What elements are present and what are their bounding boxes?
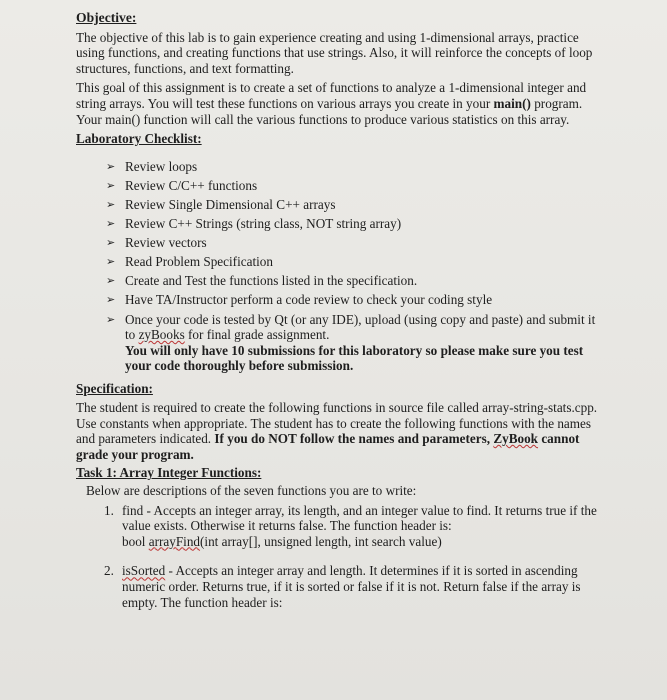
checklist-heading: Laboratory Checklist: xyxy=(76,131,202,147)
function-item-find: 1. find - Accepts an integer array, its length, and an integer value to find. It returns true if the value exists. Otherwise it returns false. The function header is: bool arrayFind(int array[], unsigned length, int search value) xyxy=(104,502,597,549)
arrow-bullet-icon: ➢ xyxy=(106,293,116,307)
objective-paragraph-2-text-a: This goal of this assignment is to create a set of functions to analyze a 1-dimensional integer and string arrays. You will test these functions on various arrays you create in your xyxy=(76,80,587,111)
arrow-bullet-icon: ➢ xyxy=(106,159,116,173)
arrow-bullet-icon: ➢ xyxy=(106,178,116,192)
submission-warning: You will only have 10 submissions for this laboratory so please make sure you test your code thoroughly before submission. xyxy=(125,342,584,374)
objective-paragraph-2-text-b: program. Your main() function will call the various functions to produce various statistics on this array. xyxy=(76,95,583,127)
arrow-bullet-icon: ➢ xyxy=(106,217,116,231)
objective-paragraph-2 xyxy=(76,80,607,127)
checklist-item: ➢ Review Single Dimensional C++ arrays xyxy=(106,196,336,212)
function-item-issorted: 2. isSorted - Accepts an integer array and length. It determines if it is sorted in ascending numeric order. Returns true, if it is sorted or false if it is not. Return false if the array is empty. The function header is: xyxy=(104,563,581,610)
arrow-bullet-icon: ➢ xyxy=(106,236,116,250)
function-description: find - Accepts an integer array, its length, and an integer value to find. It returns true if the value exists. Otherwise it returns false. The function header is: xyxy=(122,502,597,534)
checklist-item: ➢ Review loops xyxy=(106,158,198,174)
function-header: bool arrayFind(int array[], unsigned length, int search value) xyxy=(122,533,442,549)
objective-paragraph-1: The objective of this lab is to gain experience creating and using 1-dimensional arrays, practice using functions, and creating functions that use strings. Also, it will reinforce the concepts of loop structures, functions, and text formatting. xyxy=(76,29,593,76)
function-name: isSorted xyxy=(122,563,166,579)
arrow-bullet-icon: ➢ xyxy=(106,312,116,326)
function-description: - Accepts an integer array and length. It determines if it is sorted in ascending numeric order. Returns true, if it is sorted or false if it is not. Return false if the array is empty. The function header is: xyxy=(122,563,581,610)
zybook-text: ZyBook xyxy=(493,431,539,447)
checklist-item: ➢ Review C/C++ functions xyxy=(106,177,258,193)
specification-text: The student is required to create the following functions in source file called array-string-stats.cpp. Use constants when appropriate. The student has to create the following functions with the names and parameters indicated. If you do NOT follow the names and parameters, ZyBook cannot grade your program. xyxy=(76,399,598,462)
checklist-item: ➢ Create and Test the functions listed in the specification. xyxy=(106,273,418,289)
function-list xyxy=(76,503,607,611)
checklist-item: ➢ Review C++ Strings (string class, NOT string array) xyxy=(106,216,402,232)
checklist-item: ➢ Read Problem Specification xyxy=(106,254,273,270)
objective-heading: Objective: xyxy=(76,10,137,25)
task1-heading: Task 1: Array Integer Functions: xyxy=(76,465,262,481)
checklist xyxy=(76,159,607,374)
main-function-name: main() xyxy=(493,95,531,111)
zybooks-link-text: zyBooks xyxy=(138,327,185,343)
checklist-item: ➢ Review vectors xyxy=(106,235,207,251)
arrow-bullet-icon: ➢ xyxy=(106,274,116,288)
arrow-bullet-icon: ➢ xyxy=(106,197,116,211)
arrow-bullet-icon: ➢ xyxy=(106,255,116,269)
checklist-item: ➢ Have TA/Instructor perform a code review to check your coding style xyxy=(106,292,493,308)
checklist-item-submission: ➢ Once your code is tested by Qt (or any IDE), upload (using copy and paste) and submit it to zyBooks for final grade assignment. You will only have 10 submissions for this laboratory so please make sure you test your code thoroughly before submission. xyxy=(106,311,596,374)
task1-intro: Below are descriptions of the seven functions you are to write: xyxy=(86,482,417,498)
specification-heading: Specification: xyxy=(76,381,153,397)
